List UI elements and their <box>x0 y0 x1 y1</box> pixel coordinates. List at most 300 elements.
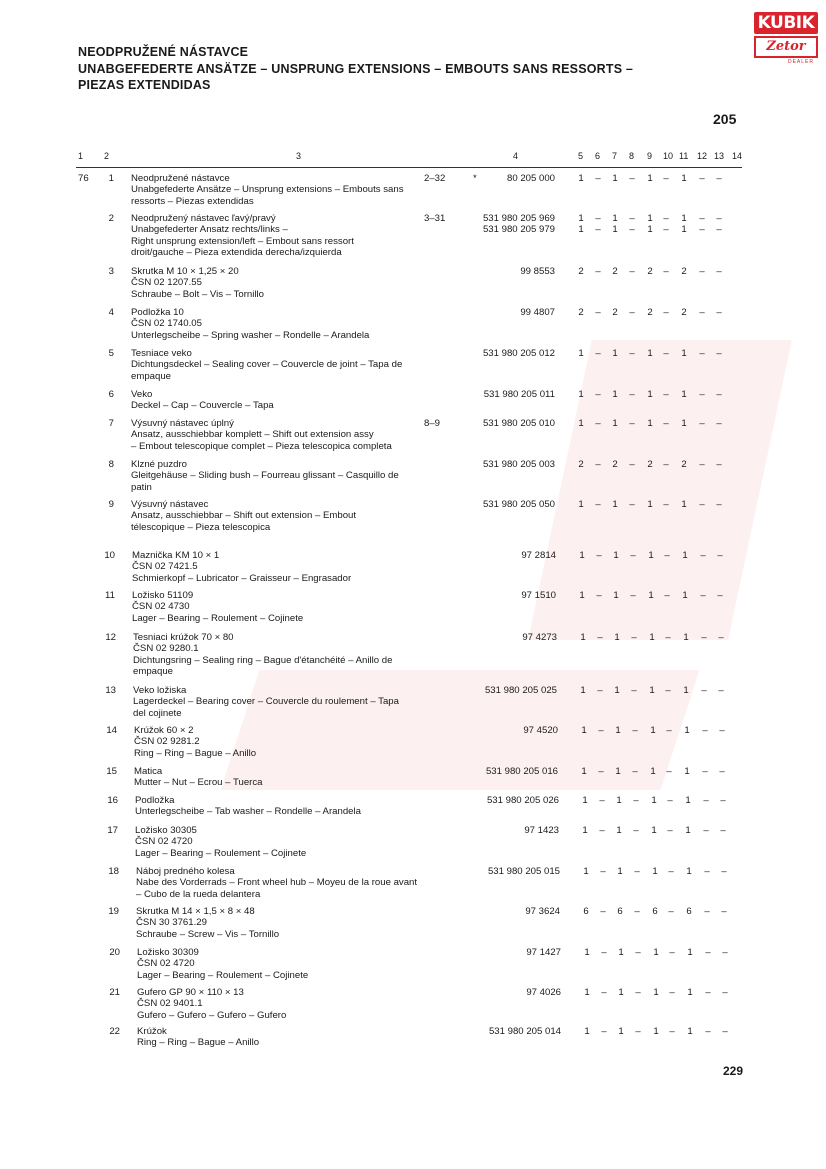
quantity-cell: – <box>668 866 674 877</box>
part-number <box>442 906 560 917</box>
description-line: Ring – Ring – Bague – Anillo <box>137 1037 260 1049</box>
description-line: Krúžok 60 × 2 <box>134 725 194 736</box>
quantity-cell: 1 <box>681 389 687 400</box>
quantity-cell: – <box>629 389 635 400</box>
part-description <box>137 987 437 1021</box>
page-number: 229 <box>723 1064 744 1078</box>
description-line: del cojinete <box>133 707 182 719</box>
quantity-cell: – <box>716 224 722 236</box>
quantity-cell: 1 <box>578 348 584 359</box>
quantity-cell: – <box>629 307 635 318</box>
quantity-cell: 1 <box>578 499 584 510</box>
quantity-cell: 2 <box>578 459 584 470</box>
quantity-cell: – <box>635 1026 641 1037</box>
quantity-cell: 1 <box>647 224 653 236</box>
position-number: 9 <box>108 499 114 510</box>
quantity-cell: 1 <box>578 418 584 429</box>
part-description <box>135 795 435 818</box>
description-line: Mutter – Nut – Ecrou – Tuerca <box>134 777 263 789</box>
description-line: Výsuvný nástavec <box>131 499 209 510</box>
quantity-cell: – <box>663 459 669 470</box>
quantity-cell: – <box>716 389 722 400</box>
quantity-cell: 1 <box>584 1026 590 1037</box>
description-line: Gufero – Gufero – Gufero – Gufero <box>137 1009 287 1021</box>
quantity-cell: – <box>595 389 601 400</box>
quantity-cell: – <box>629 418 635 429</box>
quantity-cell: – <box>595 224 601 236</box>
description-line: Unterlegscheibe – Spring washer – Rondelle – Arandela <box>131 329 370 341</box>
quantity-cell: 1 <box>584 947 590 958</box>
quantity-cell: 1 <box>681 173 687 184</box>
part-number <box>441 825 559 836</box>
quantity-cell: – <box>720 795 726 806</box>
quantity-cell: 1 <box>653 947 659 958</box>
asterisk-mark: * <box>473 173 477 184</box>
model-range: 8–9 <box>424 418 441 429</box>
part-number <box>437 459 555 470</box>
part-number <box>438 590 556 601</box>
quantity-cell: 1 <box>650 725 656 736</box>
quantity-cell: 1 <box>648 550 654 561</box>
quantity-cell: 1 <box>685 825 691 836</box>
description-line: Ring – Ring – Bague – Anillo <box>134 747 257 759</box>
quantity-cell: – <box>596 550 602 561</box>
part-description <box>136 906 436 940</box>
quantity-cell: 1 <box>578 224 584 236</box>
quantity-cell: – <box>703 795 709 806</box>
position-number: 6 <box>108 389 114 400</box>
quantity-cell: – <box>595 348 601 359</box>
quantity-cell: – <box>716 418 722 429</box>
quantity-cell: 6 <box>652 906 658 917</box>
quantity-cell: 1 <box>652 866 658 877</box>
quantity-cell: – <box>700 550 706 561</box>
quantity-cell: – <box>722 1026 728 1037</box>
quantity-cell: – <box>663 307 669 318</box>
page-heading <box>78 44 633 94</box>
part-description <box>131 389 431 412</box>
position-number: 1 <box>108 173 114 184</box>
quantity-cell: – <box>629 173 635 184</box>
quantity-cell: – <box>699 173 705 184</box>
position-number: 11 <box>105 590 115 601</box>
quantity-cell: – <box>663 348 669 359</box>
quantity-cell: – <box>699 418 705 429</box>
part-number <box>443 1026 561 1037</box>
quantity-cell: 2 <box>681 459 687 470</box>
quantity-cell: – <box>716 307 722 318</box>
description-line: Deckel – Cap – Couvercle – Tapa <box>131 400 274 412</box>
part-number <box>437 348 555 359</box>
part-number-value: 531 980 205 012 <box>482 348 555 359</box>
part-description <box>134 725 434 759</box>
column-header: 3 <box>296 151 302 161</box>
part-description <box>137 1026 437 1049</box>
part-number-value: 97 1427 <box>526 947 561 958</box>
part-number-value: 531 980 205 025 <box>484 685 557 696</box>
quantity-cell: 1 <box>578 213 584 224</box>
column-header: 8 <box>629 151 635 161</box>
quantity-cell: – <box>665 632 671 643</box>
quantity-cell: – <box>664 550 670 561</box>
part-number-value: 99 8553 <box>520 266 555 277</box>
part-number <box>443 987 561 998</box>
quantity-cell: – <box>632 725 638 736</box>
quantity-cell: – <box>663 266 669 277</box>
position-number: 3 <box>108 266 114 277</box>
part-description <box>133 632 433 677</box>
quantity-cell: – <box>595 499 601 510</box>
quantity-cell: – <box>702 766 708 777</box>
quantity-cell: 2 <box>612 266 618 277</box>
quantity-cell: 1 <box>614 685 620 696</box>
model-range: 3–31 <box>424 213 446 224</box>
quantity-cell: 1 <box>616 825 622 836</box>
column-header: 6 <box>595 151 601 161</box>
position-number: 2 <box>108 213 114 224</box>
quantity-cell: – <box>716 459 722 470</box>
quantity-cell: – <box>718 685 724 696</box>
column-header: 14 <box>732 151 743 161</box>
quantity-cell: – <box>699 224 705 236</box>
quantity-cell: 1 <box>618 987 624 998</box>
quantity-cell: – <box>667 795 673 806</box>
quantity-cell: – <box>701 632 707 643</box>
quantity-cell: – <box>699 459 705 470</box>
heading-line-3: PIEZAS EXTENDIDAS <box>78 78 211 92</box>
part-description <box>131 173 431 207</box>
quantity-cell: – <box>669 987 675 998</box>
quantity-cell: – <box>663 499 669 510</box>
position-number: 7 <box>108 418 114 429</box>
quantity-cell: – <box>720 825 726 836</box>
quantity-cell: – <box>595 307 601 318</box>
quantity-cell: 1 <box>647 213 653 224</box>
description-line: Veko ložiska <box>133 685 187 696</box>
quantity-cell: – <box>699 213 705 224</box>
column-header: 13 <box>714 151 725 161</box>
quantity-cell: 1 <box>615 766 621 777</box>
description-line: – Embout telescopique complet – Pieza telescopica completa <box>131 440 392 452</box>
quantity-cell: – <box>717 550 723 561</box>
description-line: Klzné puzdro <box>131 459 187 470</box>
part-description <box>134 766 434 789</box>
logo-dealer: DEALER <box>787 59 814 65</box>
part-description <box>131 266 431 300</box>
part-number-value: 531 980 205 016 <box>485 766 558 777</box>
quantity-cell: 1 <box>649 632 655 643</box>
description-line: Podložka <box>135 795 175 806</box>
description-line: Schraube – Bolt – Vis – Tornillo <box>131 288 264 300</box>
quantity-cell: 1 <box>647 418 653 429</box>
part-number-value: 531 980 205 011 <box>483 389 555 400</box>
quantity-cell: – <box>716 499 722 510</box>
quantity-cell: – <box>600 866 606 877</box>
description-line: ČSN 02 9280.1 <box>133 643 199 655</box>
part-description <box>135 825 435 859</box>
part-number-value: 80 205 000 <box>506 173 555 184</box>
quantity-cell: – <box>595 213 601 224</box>
quantity-cell: 2 <box>612 307 618 318</box>
quantity-cell: – <box>596 590 602 601</box>
description-line: empaque <box>133 665 174 677</box>
description-line: Tesniaci krúžok 70 × 80 <box>133 632 234 643</box>
quantity-cell: – <box>716 213 722 224</box>
quantity-cell: 1 <box>682 590 688 601</box>
quantity-cell: – <box>630 550 636 561</box>
quantity-cell: 1 <box>681 348 687 359</box>
part-description <box>131 459 431 493</box>
quantity-cell: 1 <box>651 825 657 836</box>
quantity-cell: 1 <box>580 632 586 643</box>
position-number: 18 <box>108 866 119 877</box>
quantity-cell: 1 <box>647 499 653 510</box>
quantity-cell: 6 <box>617 906 623 917</box>
part-number-value: 97 4273 <box>522 632 557 643</box>
quantity-cell: 1 <box>582 795 588 806</box>
quantity-cell: – <box>663 173 669 184</box>
quantity-cell: – <box>631 685 637 696</box>
quantity-cell: 1 <box>613 590 619 601</box>
quantity-cell: – <box>634 906 640 917</box>
quantity-cell: 2 <box>578 307 584 318</box>
quantity-cell: 1 <box>612 418 618 429</box>
quantity-cell: 1 <box>647 389 653 400</box>
description-line: ČSN 02 9281.2 <box>134 736 200 748</box>
quantity-cell: – <box>595 266 601 277</box>
header-rule <box>76 167 742 168</box>
quantity-cell: – <box>722 987 728 998</box>
position-number: 5 <box>108 348 114 359</box>
quantity-cell: 1 <box>681 213 687 224</box>
logo-zetor: Zetor <box>754 36 818 58</box>
description-line: Ložisko 51109 <box>132 590 194 601</box>
quantity-cell: 1 <box>681 418 687 429</box>
quantity-cell: – <box>598 766 604 777</box>
quantity-cell: – <box>598 725 604 736</box>
description-line: – Cubo de la rueda delantera <box>136 888 261 900</box>
description-line: ressorts – Piezas extendidas <box>131 195 254 207</box>
quantity-cell: – <box>705 987 711 998</box>
quantity-cell: – <box>629 266 635 277</box>
position-number: 21 <box>109 987 120 998</box>
position-number: 19 <box>108 906 119 917</box>
part-number <box>437 173 555 184</box>
quantity-cell: 1 <box>578 173 584 184</box>
part-description <box>132 590 432 624</box>
quantity-cell: – <box>699 499 705 510</box>
part-description <box>131 499 431 533</box>
part-number <box>437 307 555 318</box>
part-number <box>440 766 558 777</box>
description-line: Náboj predného kolesa <box>136 866 235 877</box>
part-number-value: 531 980 205 003 <box>482 459 555 470</box>
part-number <box>442 866 560 877</box>
description-line: ČSN 02 4730 <box>132 601 190 613</box>
quantity-cell: 1 <box>579 550 585 561</box>
position-number: 12 <box>105 632 116 643</box>
part-description <box>131 213 431 258</box>
quantity-cell: – <box>599 825 605 836</box>
quantity-cell: 1 <box>612 213 618 224</box>
quantity-cell: 1 <box>614 632 620 643</box>
part-number-value: 531 980 205 969 <box>482 213 555 224</box>
description-line: Ansatz, ausschiebbar – Shift out extension – Embout <box>131 510 357 522</box>
description-line: droit/gauche – Pieza extendida derecha/izquierda <box>131 246 342 258</box>
quantity-cell: – <box>701 685 707 696</box>
part-number-value: 97 3624 <box>525 906 560 917</box>
quantity-cell: 1 <box>684 766 690 777</box>
quantity-cell: – <box>669 947 675 958</box>
quantity-cell: – <box>663 213 669 224</box>
description-line: ČSN 02 1740.05 <box>131 318 202 330</box>
description-line: Krúžok <box>137 1026 167 1037</box>
part-number-value: 97 1510 <box>521 590 556 601</box>
part-number-value: 531 980 205 015 <box>487 866 560 877</box>
column-header: 5 <box>578 151 584 161</box>
section-number: 205 <box>713 111 737 127</box>
quantity-cell: 1 <box>618 1026 624 1037</box>
quantity-cell: – <box>702 725 708 736</box>
quantity-cell: – <box>700 590 706 601</box>
quantity-cell: – <box>629 348 635 359</box>
position-number: 4 <box>108 307 114 318</box>
part-number-value: 97 4520 <box>523 725 558 736</box>
description-line: Nabe des Vorderrads – Front wheel hub – Moyeu de la roue avant <box>136 877 418 889</box>
description-line: Lagerdeckel – Bearing cover – Couvercle du roulement – Tapa <box>133 696 399 708</box>
quantity-cell: – <box>716 173 722 184</box>
description-line: Veko <box>131 389 153 400</box>
part-number-value: 97 4026 <box>526 987 561 998</box>
quantity-cell: – <box>721 906 727 917</box>
quantity-cell: 2 <box>647 266 653 277</box>
description-line: Right unsprung extension/left – Embout sans ressort <box>131 235 354 247</box>
quantity-cell: – <box>699 389 705 400</box>
quantity-cell: – <box>664 590 670 601</box>
quantity-cell: – <box>631 632 637 643</box>
description-line: ČSN 02 9401.1 <box>137 998 203 1010</box>
part-number-value: 531 980 205 050 <box>482 499 555 510</box>
quantity-cell: – <box>704 906 710 917</box>
quantity-cell: 2 <box>578 266 584 277</box>
quantity-cell: – <box>600 906 606 917</box>
quantity-cell: – <box>716 348 722 359</box>
heading-line-1: NEODPRUŽENÉ NÁSTAVCE <box>78 45 249 59</box>
quantity-cell: 2 <box>647 459 653 470</box>
description-line: Lager – Bearing – Roulement – Cojinete <box>132 612 304 624</box>
description-line: Lager – Bearing – Roulement – Cojinete <box>137 969 309 981</box>
position-number: 17 <box>107 825 118 836</box>
quantity-cell: 1 <box>686 866 692 877</box>
quantity-cell: 1 <box>683 685 689 696</box>
quantity-cell: 1 <box>653 987 659 998</box>
quantity-cell: – <box>632 766 638 777</box>
part-description <box>131 307 431 341</box>
column-header: 7 <box>612 151 618 161</box>
quantity-cell: 1 <box>617 866 623 877</box>
quantity-cell: 1 <box>681 499 687 510</box>
quantity-cell: – <box>705 947 711 958</box>
description-line: ČSN 02 4720 <box>135 836 193 848</box>
position-number: 14 <box>106 725 117 736</box>
quantity-cell: 1 <box>685 795 691 806</box>
description-line: ČSN 30 3761.29 <box>136 917 207 929</box>
quantity-cell: – <box>599 795 605 806</box>
quantity-cell: – <box>630 590 636 601</box>
quantity-cell: – <box>595 459 601 470</box>
column-header: 4 <box>513 151 519 161</box>
quantity-cell: 1 <box>612 389 618 400</box>
part-number <box>437 418 555 429</box>
watermark-logo <box>560 340 760 820</box>
quantity-cell: 1 <box>579 590 585 601</box>
position-number: 13 <box>105 685 116 696</box>
quantity-cell: – <box>703 825 709 836</box>
quantity-cell: – <box>719 725 725 736</box>
part-number <box>439 632 557 643</box>
position-number: 8 <box>108 459 114 470</box>
part-number-value: 97 1423 <box>524 825 559 836</box>
description-line: ČSN 02 7421.5 <box>132 561 198 573</box>
part-description <box>131 348 431 382</box>
column-header-row <box>0 151 826 165</box>
part-description <box>131 418 431 452</box>
quantity-cell: – <box>699 266 705 277</box>
quantity-cell: – <box>629 499 635 510</box>
part-number-value: 531 980 205 026 <box>486 795 559 806</box>
quantity-cell: – <box>633 825 639 836</box>
quantity-cell: 1 <box>648 590 654 601</box>
quantity-cell: – <box>699 348 705 359</box>
quantity-cell: – <box>666 766 672 777</box>
description-line: Podložka 10 <box>131 307 184 318</box>
part-number <box>437 499 555 510</box>
description-line: Skrutka M 14 × 1,5 × 8 × 48 <box>136 906 255 917</box>
description-line: Výsuvný nástavec úplný <box>131 418 234 429</box>
model-range: 2–32 <box>424 173 446 184</box>
description-line: Ložisko 30305 <box>135 825 197 836</box>
description-line: Gleitgehäuse – Sliding bush – Fourreau glissant – Casquillo de <box>131 470 399 482</box>
quantity-cell: 1 <box>581 725 587 736</box>
part-number <box>440 725 558 736</box>
description-line: Schmierkopf – Lubricator – Graisseur – Engrasador <box>132 572 352 584</box>
part-number <box>438 550 556 561</box>
position-number: 10 <box>104 550 115 561</box>
description-line: Dichtungsring – Sealing ring – Bague d'étanchéité – Anillo de <box>133 654 393 666</box>
quantity-cell: 1 <box>684 725 690 736</box>
quantity-cell: 2 <box>647 307 653 318</box>
quantity-cell: 1 <box>687 947 693 958</box>
description-line: télescopique – Pieza telescopica <box>131 521 271 533</box>
quantity-cell: 1 <box>681 224 687 236</box>
part-number <box>437 266 555 277</box>
column-header: 11 <box>679 151 689 161</box>
part-number-value: 97 2814 <box>521 550 556 561</box>
part-number-value: 531 980 205 014 <box>488 1026 561 1037</box>
quantity-cell: 2 <box>681 307 687 318</box>
position-number: 20 <box>109 947 120 958</box>
quantity-cell: 1 <box>618 947 624 958</box>
quantity-cell: – <box>716 266 722 277</box>
description-line: Neodpružený nástavec ľavý/pravý <box>131 213 276 224</box>
quantity-cell: – <box>705 1026 711 1037</box>
quantity-cell: – <box>717 590 723 601</box>
quantity-cell: 1 <box>583 866 589 877</box>
quantity-cell: 1 <box>612 499 618 510</box>
part-number-value: 531 980 205 010 <box>482 418 555 429</box>
quantity-cell: 1 <box>578 389 584 400</box>
quantity-cell: 1 <box>687 987 693 998</box>
